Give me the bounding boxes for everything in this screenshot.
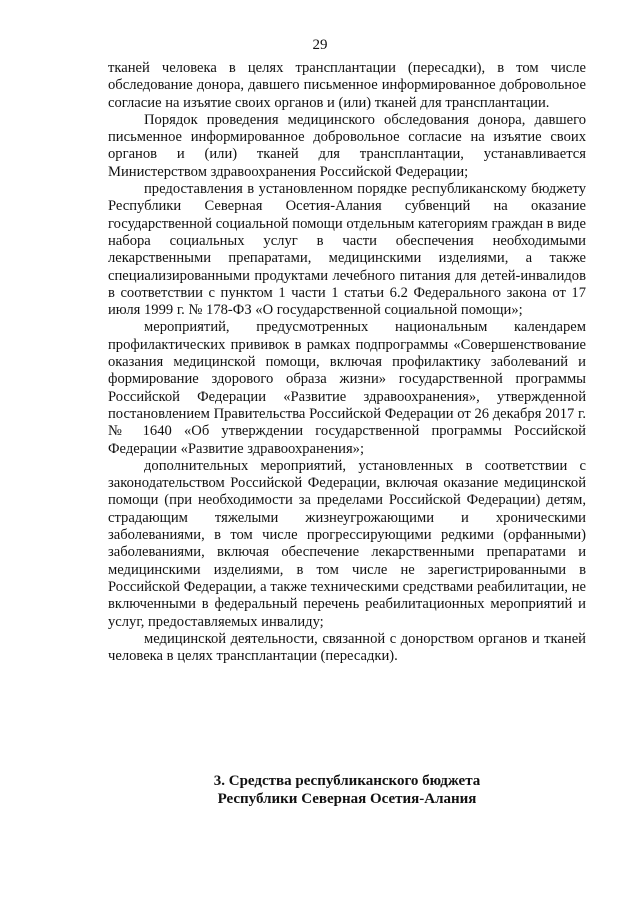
paragraph-5: дополнительных мероприятий, установленных в соответствии с законодательством Российской Федерации, включая оказание медицинской помощи (при необходимости за пределами Российской Федерации) детям, страдающим тяжелыми жизнеугрожающими и хроническими заболеваниями, в том числе прогрессирующими редкими (орфанными) заболеваниями, включая обеспечение лекарственными препаратами и медицинскими изделиями, в том числе не зарегистрированными в Российской Федерации, а также техническими средствами реабилитации, не включенными в федеральный перечень реабилитационных мероприятий и услуг, предоставляемых инвалиду; <box>108 457 586 630</box>
page-number: 29 <box>312 37 328 53</box>
paragraph-6: медицинской деятельности, связанной с донорством органов и тканей человека в целях трансплантации (пересадки). <box>108 630 586 665</box>
section-heading-line-1: 3. Средства республиканского бюджета <box>213 773 481 789</box>
paragraph-4: мероприятий, предусмотренных национальным календарем профилактических прививок в рамках подпрограммы «Совершенствование оказания медицинской помощи, включая профилактику заболеваний и формирование здорового образа жизни» государственной программы Российской Федерации «Развитие здравоохранения», утвержденной постановлением Правительства Российской Федерации от 26 декабря 2017 г. № 1640 «Об утверждении государственной программы Российской Федерации «Развитие здравоохранения»; <box>108 319 586 457</box>
paragraph-1: тканей человека в целях трансплантации (пересадки), в том числе обследование донора, давшего письменное информированное добровольное согласие на изъятие своих органов и (или) тканей для трансплантации. <box>108 60 586 111</box>
section-heading <box>108 772 586 808</box>
paragraph-3: предоставления в установленном порядке республиканскому бюджету Республики Северная Осетия-Алания субвенций на оказание государственной социальной помощи отдельным категориям граждан в виде набора социальных услуг в части обеспечения необходимыми лекарственными препаратами, медицинскими изделиями, а также специализированными продуктами лечебного питания для детей-инвалидов в соответствии с пунктом 1 части 1 статьи 6.2 Федерального закона от 17 июля 1999 г. № 178-ФЗ «О государственной социальной помощи»; <box>108 181 586 319</box>
body-text <box>108 60 586 665</box>
section-heading-line-2: Республики Северная Осетия-Алания <box>217 791 477 807</box>
paragraph-2: Порядок проведения медицинского обследования донора, давшего письменное информированное добровольное согласие на изъятие своих органов и (или) тканей для трансплантации, устанавливается Министерством здравоохранения Российской Федерации; <box>108 111 586 180</box>
